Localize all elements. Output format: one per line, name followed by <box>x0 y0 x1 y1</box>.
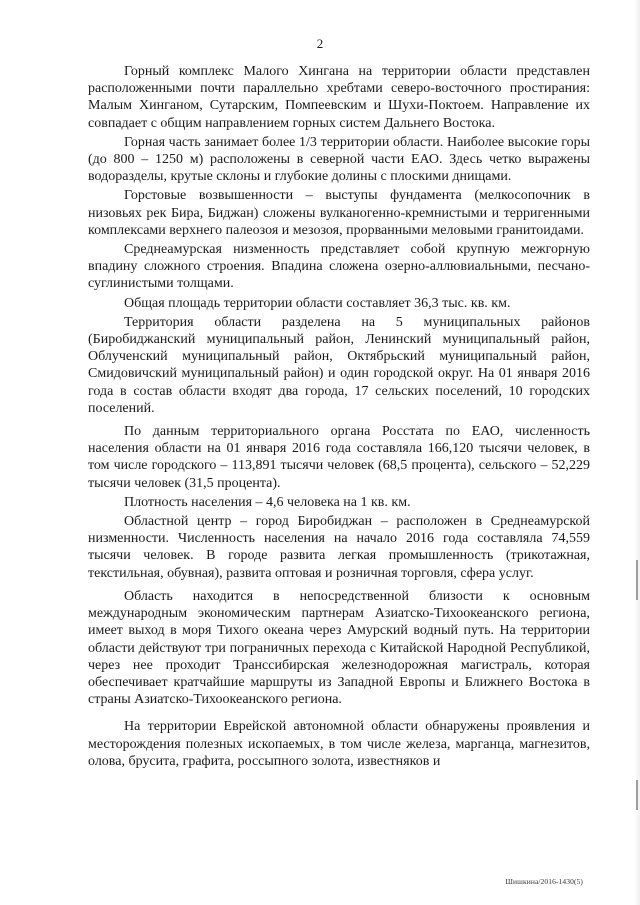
document-body <box>88 63 590 772</box>
document-reference-code: Шишкина/2016-1430(5) <box>505 877 583 886</box>
paragraph-geographic-position: Область находится в непосредственной близости к основным международным экономическим партнерам Азиатско-Тихоокеанского региона, имеет выход в моря Тихого океана через Амурский водный путь. На территории области действуют три пограничных перехода с Китайской Народной Республикой, через нее проходит Транссибирская железнодорожная магистраль, которая обеспечивает кратчайшие маршруты из Западной Европы и Ближнего Востока в страны Азиатско-Тихоокеанского региона. <box>88 588 590 708</box>
page-number: 2 <box>316 36 324 51</box>
paragraph-population-density: Плотность населения – 4,6 человека на 1 кв. км. <box>124 494 411 510</box>
paragraph-total-area: Общая площадь территории области составляет 36,3 тыс. кв. км. <box>124 295 511 311</box>
paragraph-sredneamurskaya-lowland: Среднеамурская низменность представляет собой крупную межгорную впадину сложного строения. Впадина сложена озерно-аллювиальными, песчано-суглинистыми толщами. <box>88 242 590 292</box>
scan-edge-mark <box>636 780 638 810</box>
paragraph-population: По данным территориального органа Росстата по ЕАО, численность населения области на 01 января 2016 года составляла 166,120 тысячи человек, в том числе городского – 113,891 тысячи человек (68,5 процента), сельского – 52,229 тысячи человек (31,5 процента). <box>88 424 590 491</box>
paragraph-horst-elevations: Горстовые возвышенности – выступы фундамента (мелкосопочник в низовьях рек Бира, Биджан) сложены вулканогенно-кремнистыми и терригенными комплексами верхнего палеозоя и мезозоя, прорванными меловыми гранитоидами. <box>88 188 590 238</box>
scan-edge-mark <box>636 560 638 600</box>
paragraph-mineral-resources: На территории Еврейской автономной области обнаружены проявления и месторождения полезных ископаемых, в том числе железа, марганца, магнезитов, олова, брусита, графита, россыпного золота, известняков и <box>88 719 590 769</box>
paragraph-malyi-khingan: Горный комплекс Малого Хингана на территории области представлен расположенными почти параллельно хребтами северо-восточного простирания: Малым Хинганом, Сутарским, Помпеевским и Шухи-Поктоем. Направление их совпадает с общим направлением горных систем Дальнего Востока. <box>88 64 590 131</box>
scan-edge-shadow <box>634 0 640 905</box>
paragraph-municipal-districts: Территория области разделена на 5 муниципальных районов (Биробиджанский муниципальный район, Ленинский муниципальный район, Облученский муниципальный район, Октябрьский муниципальный район, Смидовичский муниципальный район) и один городской округ. На 01 января 2016 года в состав области входят два города, 17 сельских поселений, 10 городских поселений. <box>88 314 590 416</box>
paragraph-birobidzhan: Областной центр – город Биробиджан – расположен в Среднеамурской низменности. Численность населения на начало 2016 года составляла 74,559 тысячи человек. В городе развита легкая промышленность (трикотажная, текстильная, обувная), развита оптовая и розничная торговля, сфера услуг. <box>88 514 590 581</box>
paragraph-mountain-part: Горная часть занимает более 1/3 территории области. Наиболее высокие горы (до 800 – 1250 м) расположены в северной части ЕАО. Здесь четко выражены водоразделы, крутые склоны и глубокие долины с плоскими днищами. <box>88 134 590 185</box>
